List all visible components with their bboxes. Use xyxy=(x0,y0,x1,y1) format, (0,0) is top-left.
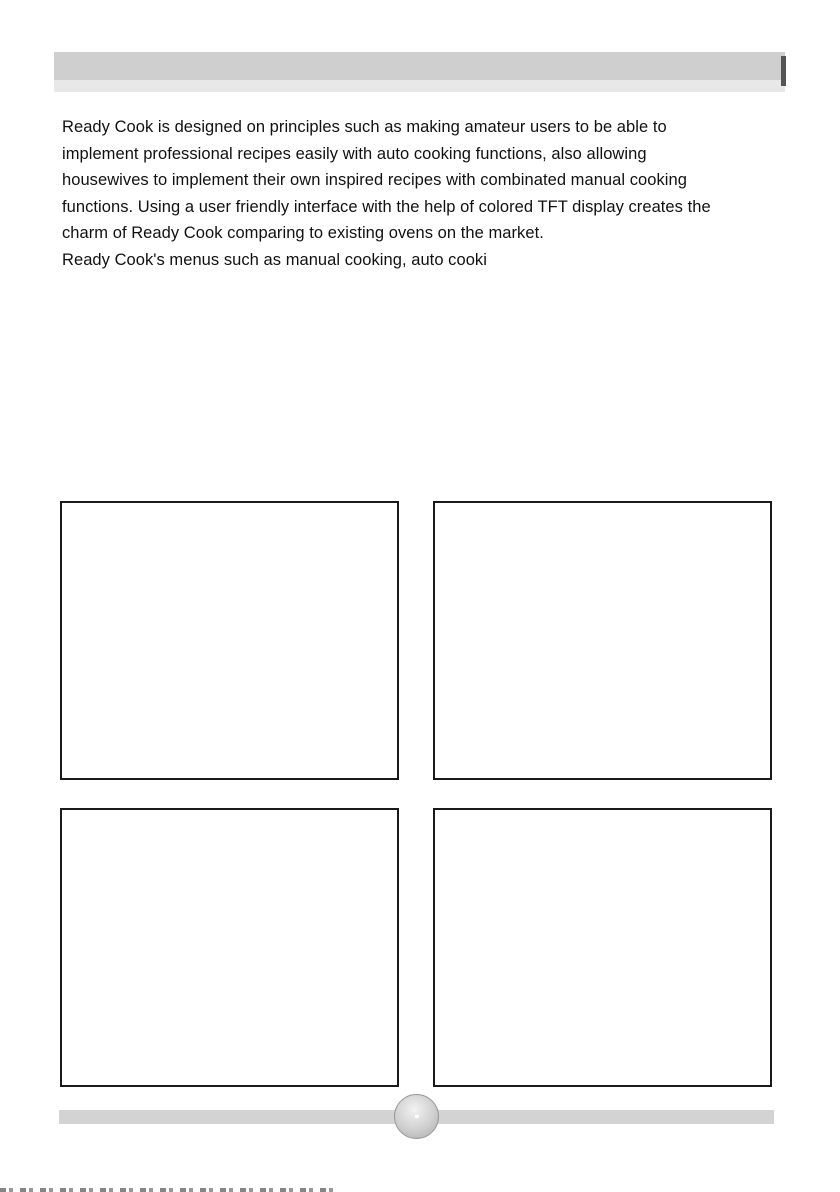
image-panel-top-left xyxy=(60,501,399,780)
intro-line: functions. Using a user friendly interface with the help of colored TFT display creates the xyxy=(62,197,711,216)
page-badge-dot xyxy=(415,1115,419,1118)
image-panel-bottom-right xyxy=(433,808,772,1087)
page-number-badge xyxy=(394,1094,439,1139)
image-panel-bottom-left xyxy=(60,808,399,1087)
intro-line: Ready Cook is designed on principles such as making amateur users to be able to xyxy=(62,118,667,136)
intro-line: Ready Cook's menus such as manual cooking, auto cooki xyxy=(62,250,487,269)
intro-text xyxy=(62,114,782,274)
header-bar-shadow xyxy=(54,80,785,92)
scan-artifact xyxy=(0,1188,340,1192)
image-panel-top-right xyxy=(433,501,772,780)
header-bar xyxy=(54,52,785,80)
intro-line: charm of Ready Cook comparing to existing ovens on the market. xyxy=(62,224,544,243)
intro-line: housewives to implement their own inspired recipes with combinated manual cooking xyxy=(62,171,687,190)
header-bar-edge xyxy=(781,56,786,86)
intro-line: implement professional recipes easily with auto cooking functions, also allowing xyxy=(62,144,647,163)
